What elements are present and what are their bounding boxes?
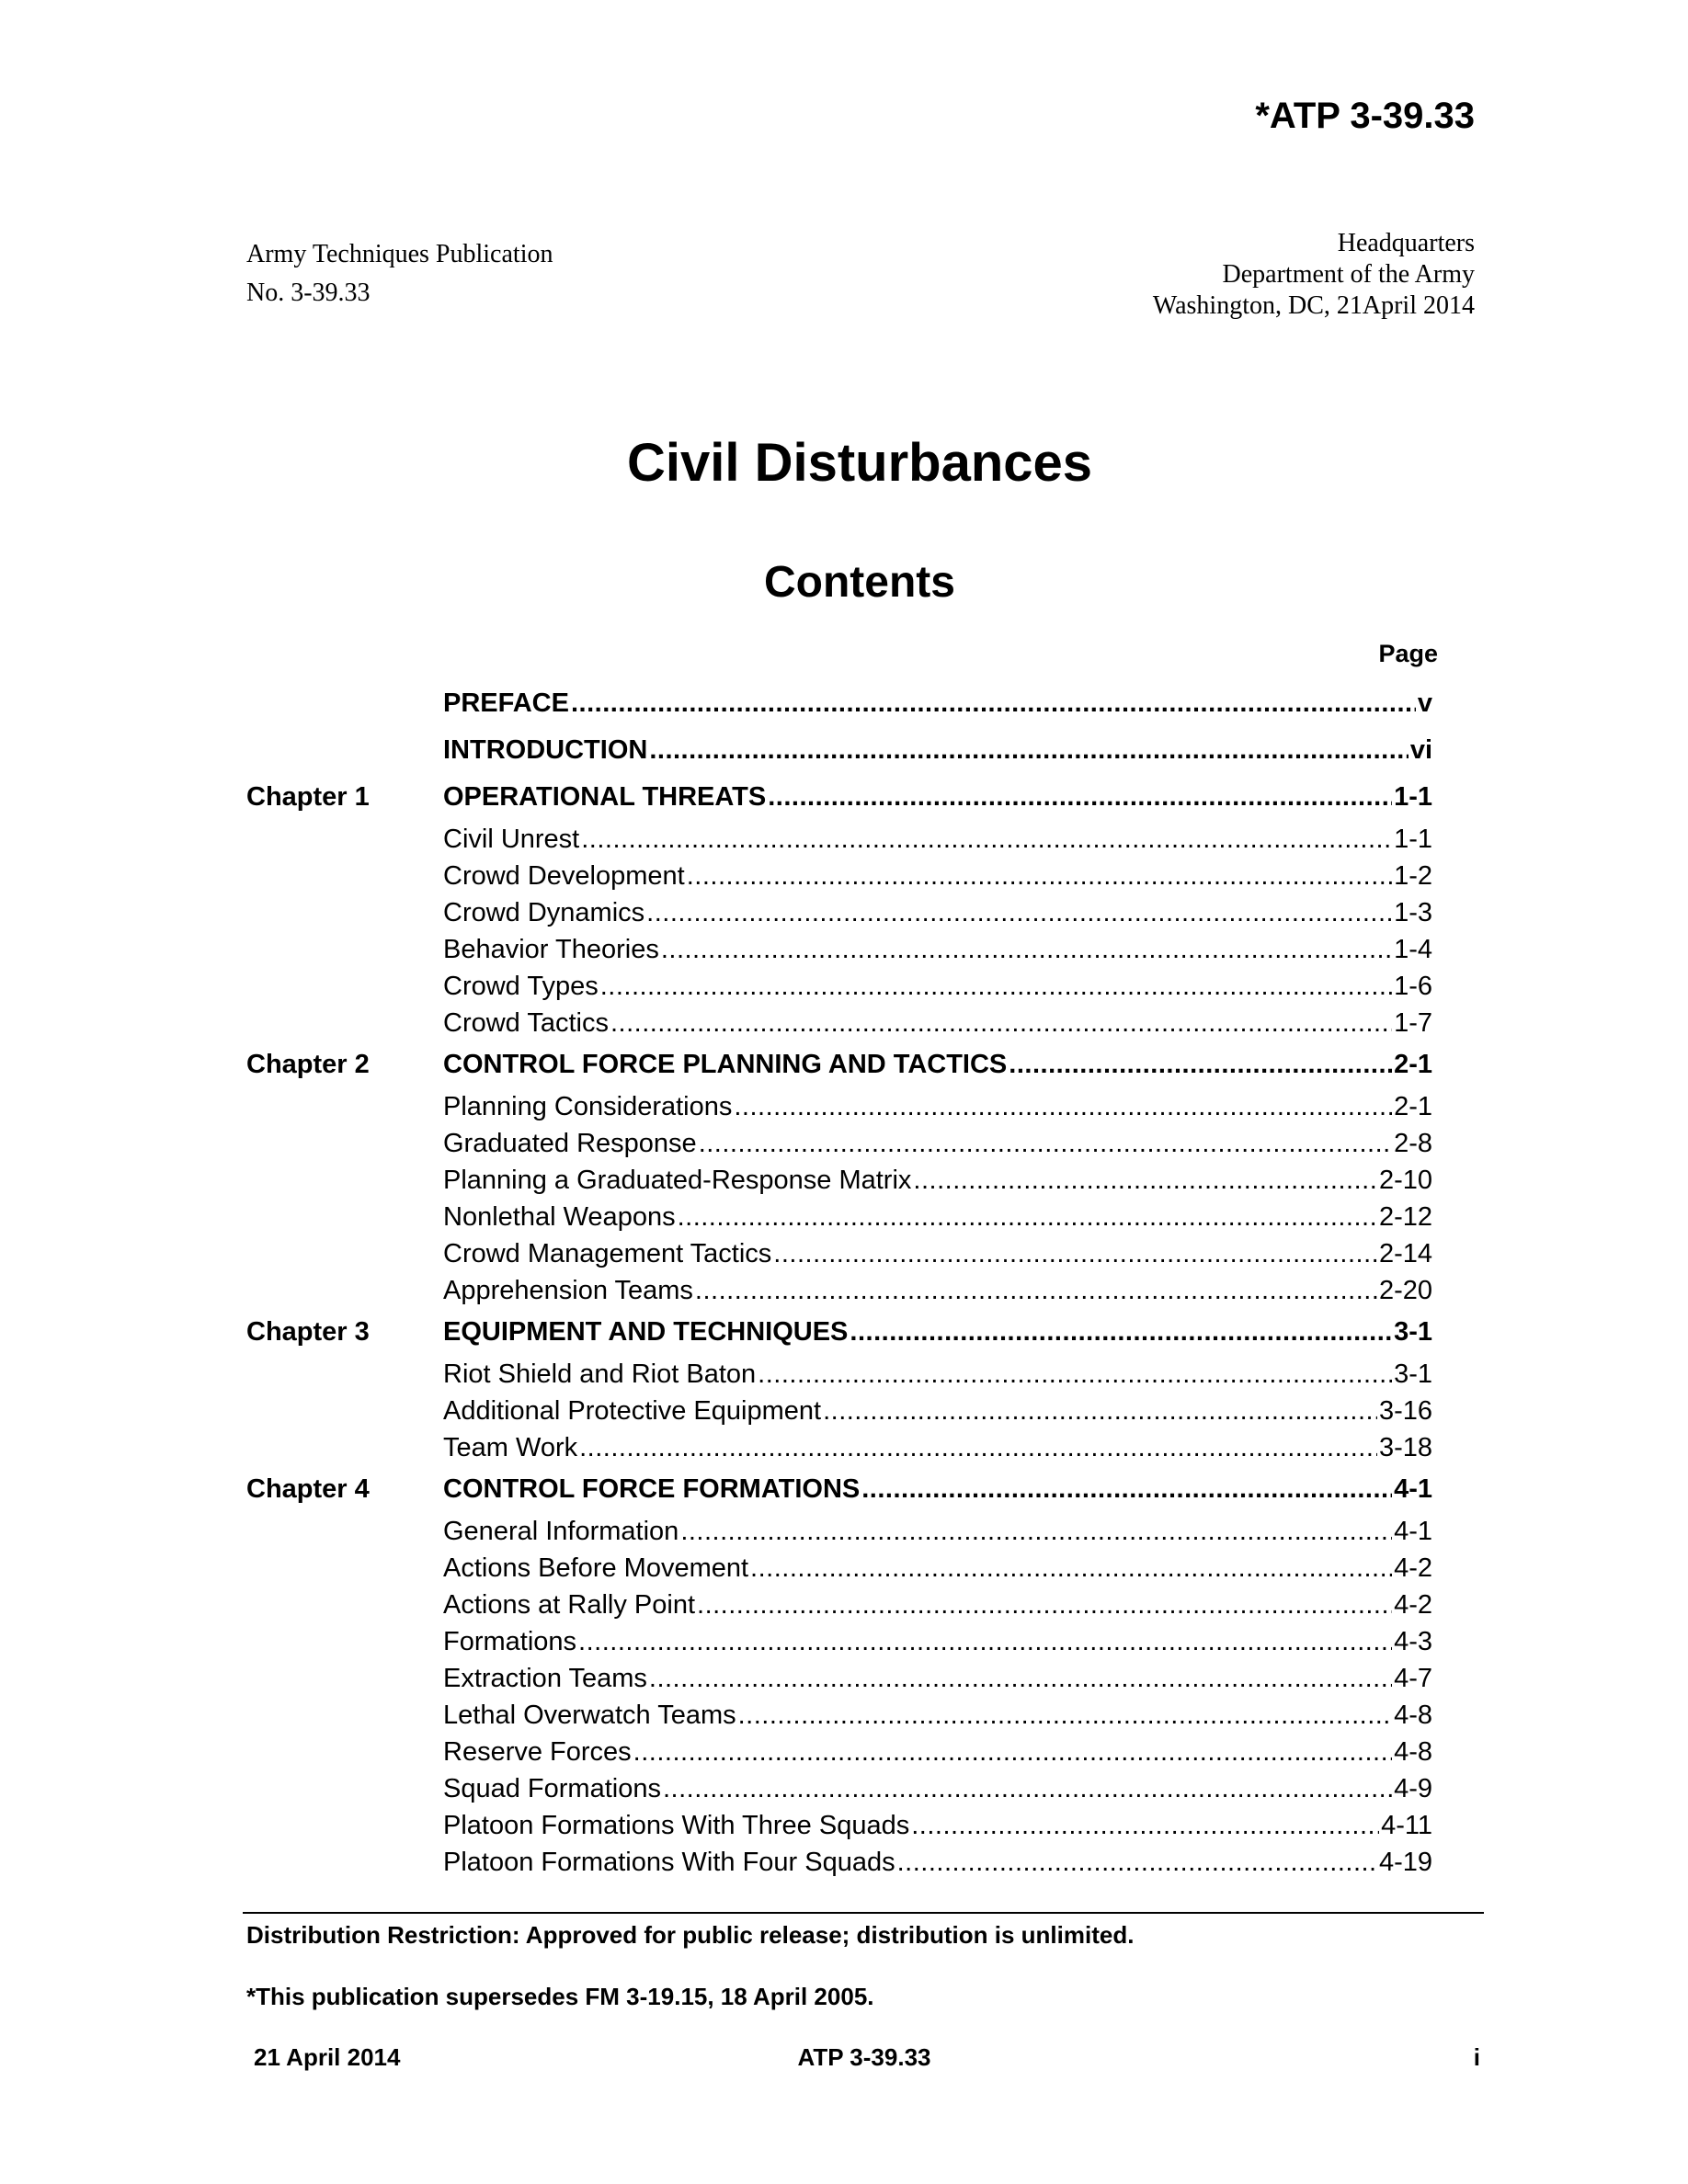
toc-subentry-page: 3-1 (1394, 1359, 1432, 1389)
toc-entry[interactable] (246, 680, 1432, 727)
toc-group (246, 1309, 1432, 1466)
toc-subentry[interactable] (246, 894, 1432, 931)
dot-leader (750, 1550, 1392, 1587)
toc-entry-line (443, 1041, 1432, 1088)
toc-subentry-line (443, 1199, 1432, 1235)
toc-subentry-title: Civil Unrest (443, 825, 580, 854)
publication-type: Army Techniques Publication (246, 240, 553, 268)
dot-leader (697, 1587, 1392, 1623)
toc-subentry-title: Riot Shield and Riot Baton (443, 1359, 757, 1389)
toc-group (246, 727, 1432, 774)
toc-subentry-title: Additional Protective Equipment (443, 1396, 822, 1426)
toc-subentry[interactable] (246, 1623, 1432, 1660)
toc-entry-page: 4-1 (1394, 1474, 1432, 1504)
toc-entry[interactable] (246, 774, 1432, 821)
toc-entry[interactable] (246, 1041, 1432, 1088)
department-line: Department of the Army (1222, 260, 1475, 289)
toc-entry-title: CONTROL FORCE FORMATIONS (443, 1474, 861, 1504)
toc-subentry-title: Actions Before Movement (443, 1553, 749, 1583)
toc-entry-page: 1-1 (1394, 782, 1432, 812)
dot-leader (581, 821, 1392, 858)
dot-leader (738, 1697, 1392, 1734)
toc-subentry-page: 2-8 (1394, 1129, 1432, 1158)
toc-subentry-line (443, 1660, 1432, 1697)
toc-subentry-title: Extraction Teams (443, 1664, 647, 1693)
toc-subentry-title: Platoon Formations With Four Squads (443, 1848, 895, 1877)
toc-entry-title: INTRODUCTION (443, 735, 648, 765)
toc-subentry-page: 4-1 (1394, 1517, 1432, 1546)
toc-subentry-title: Lethal Overwatch Teams (443, 1701, 736, 1730)
toc-subentry-page: 2-12 (1378, 1202, 1432, 1232)
dot-leader (699, 1125, 1392, 1162)
toc-subentry-line (443, 1088, 1432, 1125)
publication-designation (246, 235, 553, 313)
dot-leader (850, 1309, 1392, 1356)
toc-subentry-title: Actions at Rally Point (443, 1590, 696, 1620)
chapter-label: Chapter 1 (246, 782, 370, 812)
dot-leader (734, 1088, 1392, 1125)
toc-entry[interactable] (246, 727, 1432, 774)
toc-subentry-title: Behavior Theories (443, 935, 659, 964)
chapter-label: Chapter 3 (246, 1317, 370, 1347)
toc-subentry-page: 4-3 (1394, 1627, 1432, 1656)
toc-subentry[interactable] (246, 1088, 1432, 1125)
toc-subentry-page: 1-7 (1394, 1008, 1432, 1038)
toc-subentry-line (443, 1513, 1432, 1550)
toc-subentry[interactable] (246, 1199, 1432, 1235)
toc-subentry-line (443, 1623, 1432, 1660)
toc-subentry[interactable] (246, 1844, 1432, 1881)
footer-publication: ATP 3-39.33 (797, 2043, 931, 2071)
toc-subentry[interactable] (246, 968, 1432, 1005)
dot-leader (646, 894, 1392, 931)
toc-subentry[interactable] (246, 931, 1432, 968)
toc-entry-title: PREFACE (443, 688, 569, 718)
toc-subentry-line (443, 1005, 1432, 1041)
toc-subentry-line (443, 1356, 1432, 1393)
toc-subentry-page: 2-14 (1378, 1239, 1432, 1268)
toc-subentry-line (443, 1393, 1432, 1429)
toc-subentry-page: 2-20 (1378, 1276, 1432, 1305)
dot-leader (600, 968, 1392, 1005)
dot-leader (768, 774, 1392, 821)
toc-subentry-title: Reserve Forces (443, 1737, 632, 1767)
toc-subentry-line (443, 968, 1432, 1005)
dot-leader (678, 1199, 1377, 1235)
toc-subentry[interactable] (246, 1429, 1432, 1466)
toc-subentry-title: Nonlethal Weapons (443, 1202, 676, 1232)
toc-subentry-title: Crowd Tactics (443, 1008, 609, 1038)
dot-leader (578, 1623, 1392, 1660)
dot-leader (861, 1466, 1392, 1513)
toc-group (246, 774, 1432, 1041)
toc-subentry-line (443, 1235, 1432, 1272)
dot-leader (633, 1734, 1392, 1770)
toc-subentry[interactable] (246, 1356, 1432, 1393)
toc-entry-title: CONTROL FORCE PLANNING AND TACTICS (443, 1050, 1008, 1079)
dot-leader (758, 1356, 1392, 1393)
toc-subentry-title: General Information (443, 1517, 679, 1546)
toc-subentry-line (443, 1162, 1432, 1199)
toc-subentry-page: 3-16 (1378, 1396, 1432, 1426)
dot-leader (649, 1660, 1392, 1697)
toc-subentry-title: Platoon Formations With Three Squads (443, 1811, 910, 1840)
toc-entry-page: vi (1409, 735, 1432, 765)
toc-subentry-line (443, 1734, 1432, 1770)
dot-leader (680, 1513, 1392, 1550)
toc-subentry-title: Planning a Graduated-Response Matrix (443, 1166, 912, 1195)
toc-group (246, 1041, 1432, 1309)
toc-subentry-page: 4-19 (1378, 1848, 1432, 1877)
toc-subentry[interactable] (246, 1587, 1432, 1623)
toc-subentry[interactable] (246, 1550, 1432, 1587)
toc-subentry[interactable] (246, 1697, 1432, 1734)
toc-subentry-line (443, 1550, 1432, 1587)
toc-subentry-page: 1-3 (1394, 898, 1432, 927)
toc-subentry-title: Crowd Management Tactics (443, 1239, 772, 1268)
toc-subentry[interactable] (246, 1272, 1432, 1309)
toc-subentry-page: 3-18 (1378, 1433, 1432, 1462)
publication-number: No. 3-39.33 (246, 279, 371, 307)
page-column-label: Page (1378, 640, 1438, 667)
publication-id: *ATP 3-39.33 (1255, 96, 1475, 136)
toc-subentry[interactable] (246, 1393, 1432, 1429)
footer-date: 21 April 2014 (254, 2043, 401, 2071)
table-of-contents (246, 680, 1432, 1881)
toc-subentry[interactable] (246, 1770, 1432, 1807)
toc-subentry[interactable] (246, 1162, 1432, 1199)
toc-subentry-page: 2-10 (1378, 1166, 1432, 1195)
dot-leader (661, 931, 1392, 968)
dot-leader (823, 1393, 1377, 1429)
toc-group (246, 680, 1432, 727)
chapter-label: Chapter 2 (246, 1050, 370, 1079)
toc-group (246, 1466, 1432, 1881)
dot-leader (913, 1162, 1377, 1199)
dot-leader (695, 1272, 1377, 1309)
toc-subentry[interactable] (246, 821, 1432, 858)
headquarters-line: Headquarters (1337, 229, 1475, 257)
toc-entry-line (443, 1309, 1432, 1356)
toc-subentry[interactable] (246, 1807, 1432, 1844)
toc-subentry[interactable] (246, 1660, 1432, 1697)
toc-subentry-line (443, 858, 1432, 894)
toc-subentry-line (443, 894, 1432, 931)
supersedes-note: *This publication supersedes FM 3-19.15, 18 April 2005. (246, 1983, 874, 2010)
dot-leader (773, 1235, 1377, 1272)
toc-subentry[interactable] (246, 1005, 1432, 1041)
toc-subentry-page: 1-6 (1394, 972, 1432, 1001)
toc-subentry-title: Apprehension Teams (443, 1276, 693, 1305)
dot-leader (571, 680, 1416, 727)
dot-leader (911, 1807, 1379, 1844)
contents-heading: Contents (764, 558, 955, 607)
dot-leader (649, 727, 1408, 774)
toc-subentry-title: Crowd Development (443, 861, 685, 891)
footer-page-number: i (1473, 2043, 1480, 2071)
toc-subentry-line (443, 1697, 1432, 1734)
toc-subentry-page: 1-2 (1394, 861, 1432, 891)
toc-subentry[interactable] (246, 858, 1432, 894)
toc-subentry-page: 4-9 (1394, 1774, 1432, 1803)
toc-subentry[interactable] (246, 1513, 1432, 1550)
toc-subentry-line (443, 821, 1432, 858)
toc-subentry-page: 4-8 (1394, 1737, 1432, 1767)
toc-subentry-line (443, 1587, 1432, 1623)
toc-entry-line (443, 1466, 1432, 1513)
toc-entry[interactable] (246, 1309, 1432, 1356)
toc-subentry-line (443, 931, 1432, 968)
toc-entry-page: 2-1 (1394, 1050, 1432, 1079)
toc-entry-line (443, 727, 1432, 774)
toc-entry-line (443, 774, 1432, 821)
toc-subentry-line (443, 1429, 1432, 1466)
toc-subentry-page: 4-2 (1394, 1590, 1432, 1620)
dot-leader (610, 1005, 1392, 1041)
toc-subentry-title: Formations (443, 1627, 577, 1656)
toc-subentry[interactable] (246, 1235, 1432, 1272)
chapter-label: Chapter 4 (246, 1474, 370, 1504)
toc-subentry-page: 4-2 (1394, 1553, 1432, 1583)
dot-leader (663, 1770, 1392, 1807)
toc-entry[interactable] (246, 1466, 1432, 1513)
document-title: Civil Disturbances (626, 433, 1093, 493)
dot-leader (579, 1429, 1377, 1466)
toc-subentry-page: 4-7 (1394, 1664, 1432, 1693)
toc-entry-title: EQUIPMENT AND TECHNIQUES (443, 1317, 849, 1347)
toc-subentry-line (443, 1770, 1432, 1807)
location-date-line: Washington, DC, 21April 2014 (1152, 291, 1475, 320)
toc-subentry-title: Planning Considerations (443, 1092, 733, 1121)
dot-leader (687, 858, 1392, 894)
toc-entry-title: OPERATIONAL THREATS (443, 782, 767, 812)
toc-subentry-title: Team Work (443, 1433, 578, 1462)
toc-subentry-line (443, 1272, 1432, 1309)
dot-leader (897, 1844, 1377, 1881)
toc-subentry-line (443, 1125, 1432, 1162)
toc-subentry-title: Crowd Dynamics (443, 898, 645, 927)
toc-subentry-page: 2-1 (1394, 1092, 1432, 1121)
toc-entry-page: v (1417, 688, 1432, 718)
toc-subentry-page: 1-1 (1394, 825, 1432, 854)
issuing-authority (1153, 228, 1475, 322)
toc-subentry-title: Squad Formations (443, 1774, 661, 1803)
dot-leader (1009, 1041, 1392, 1088)
toc-subentry-line (443, 1807, 1432, 1844)
divider-rule (243, 1912, 1484, 1914)
toc-subentry-title: Crowd Types (443, 972, 599, 1001)
toc-subentry[interactable] (246, 1734, 1432, 1770)
toc-subentry-line (443, 1844, 1432, 1881)
distribution-restriction: Distribution Restriction: Approved for public release; distribution is unlimited. (246, 1921, 1135, 1949)
toc-entry-line (443, 680, 1432, 727)
toc-subentry-page: 1-4 (1394, 935, 1432, 964)
toc-subentry[interactable] (246, 1125, 1432, 1162)
toc-subentry-page: 4-8 (1394, 1701, 1432, 1730)
toc-subentry-title: Graduated Response (443, 1129, 697, 1158)
toc-subentry-page: 4-11 (1381, 1811, 1432, 1840)
toc-entry-page: 3-1 (1394, 1317, 1432, 1347)
